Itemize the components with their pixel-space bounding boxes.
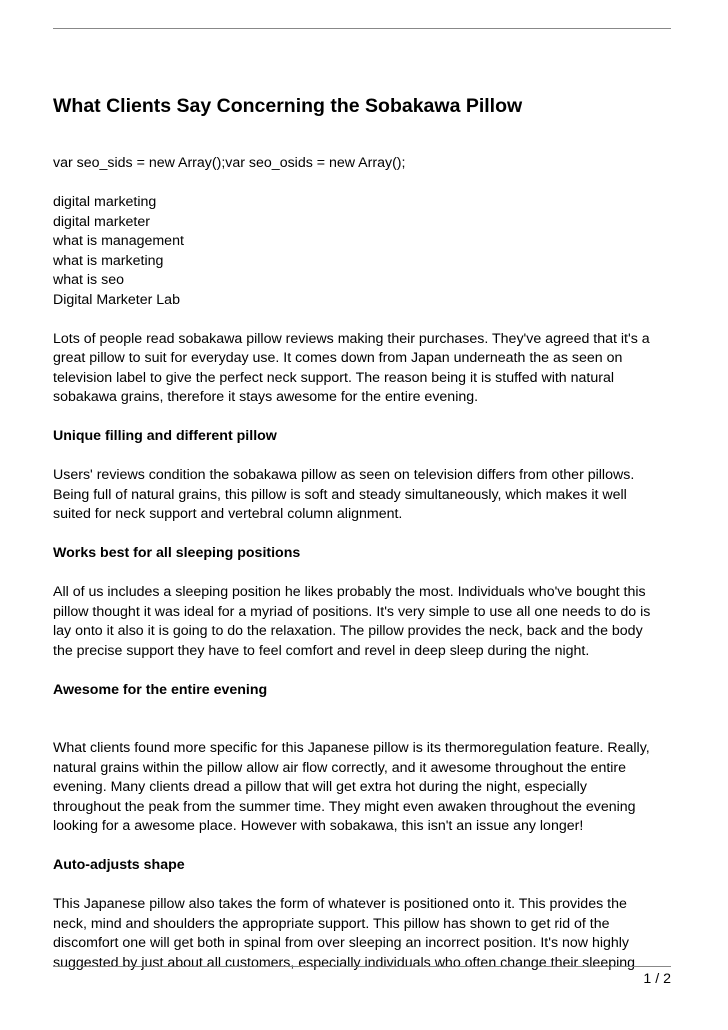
text-line: Users' reviews condition the sobakawa pillow as seen on television differs from other pillows. [53,467,635,483]
text-line: neck, mind and shoulders the appropriate support. This pillow has shown to get rid of the [53,915,610,932]
text-line: sobakawa grains, therefore it stays awesome for the entire evening. [53,389,479,405]
keyword-list [53,193,678,310]
text-line: natural grains within the pillow allow air flow correctly, and it awesome throughout the entire [53,759,627,776]
section-heading-sleeping-positions: Works best for all sleeping positions [53,545,301,561]
keyword-item: what is marketing [53,252,164,269]
keyword-item: digital marketer [53,213,150,230]
text-line: This Japanese pillow also takes the form of whatever is positioned onto it. This provides the [53,896,627,912]
text-line: suggested by just about all customers, especially individuals who often change their sleeping [53,954,636,971]
section-paragraph-unique-filling [53,466,678,525]
keyword-item: what is management [53,233,184,249]
footer-rule [53,966,671,967]
text-line: pillow thought it was ideal for a myriad of positions. It's very simple to use all one needs to do is [53,603,651,620]
section-paragraph-auto-adjusts [53,895,678,973]
section-paragraph-sleeping-positions [53,583,678,661]
text-line: the precise support they have to feel comfort and revel in deep sleep during the night. [53,642,590,659]
text-line: throughout the peak from the summer time. They might even awaken throughout the evening [53,798,636,815]
text-line: suited for neck support and vertebral column alignment. [53,506,403,522]
text-line: Being full of natural grains, this pillow is soft and steady simultaneously, which makes it well [53,486,627,503]
keyword-item: digital marketing [53,194,157,210]
text-line: All of us includes a sleeping position he likes probably the most. Individuals who've bought this [53,584,646,600]
page-number: 1 / 2 [643,971,671,987]
text-line: evening. Many clients dread a pillow that will get extra hot during the night, especially [53,779,587,795]
section-heading-entire-evening: Awesome for the entire evening [53,681,268,698]
section-paragraph-entire-evening [53,739,678,837]
text-line: discomfort one will get both in spinal from over sleeping an incorrect position. It's now highly [53,935,630,951]
document-body [53,93,678,973]
section-heading-unique-filling: Unique filling and different pillow [53,428,277,444]
text-line: lay onto it also it is going to do the relaxation. The pillow provides the neck, back and the body [53,623,643,639]
section-heading-auto-adjusts: Auto-adjusts shape [53,857,185,873]
text-line: looking for a awesome place. However with sobakawa, this isn't an issue any longer! [53,818,584,834]
keyword-item: Digital Marketer Lab [53,291,180,308]
script-line: var seo_sids = new Array();var seo_osids = new Array(); [53,155,406,171]
intro-paragraph [53,330,678,408]
keyword-item: what is seo [53,272,124,288]
header-rule [53,28,671,29]
text-line: great pillow to suit for everyday use. It comes down from Japan underneath the as seen on [53,350,623,366]
text-line: Lots of people read sobakawa pillow reviews making their purchases. They've agreed that it's a [53,330,650,347]
text-line: What clients found more specific for this Japanese pillow is its thermoregulation feature. Really, [53,740,650,756]
text-line: television label to give the perfect neck support. The reason being it is stuffed with natural [53,369,615,386]
document-title: What Clients Say Concerning the Sobakawa Pillow [53,95,523,117]
